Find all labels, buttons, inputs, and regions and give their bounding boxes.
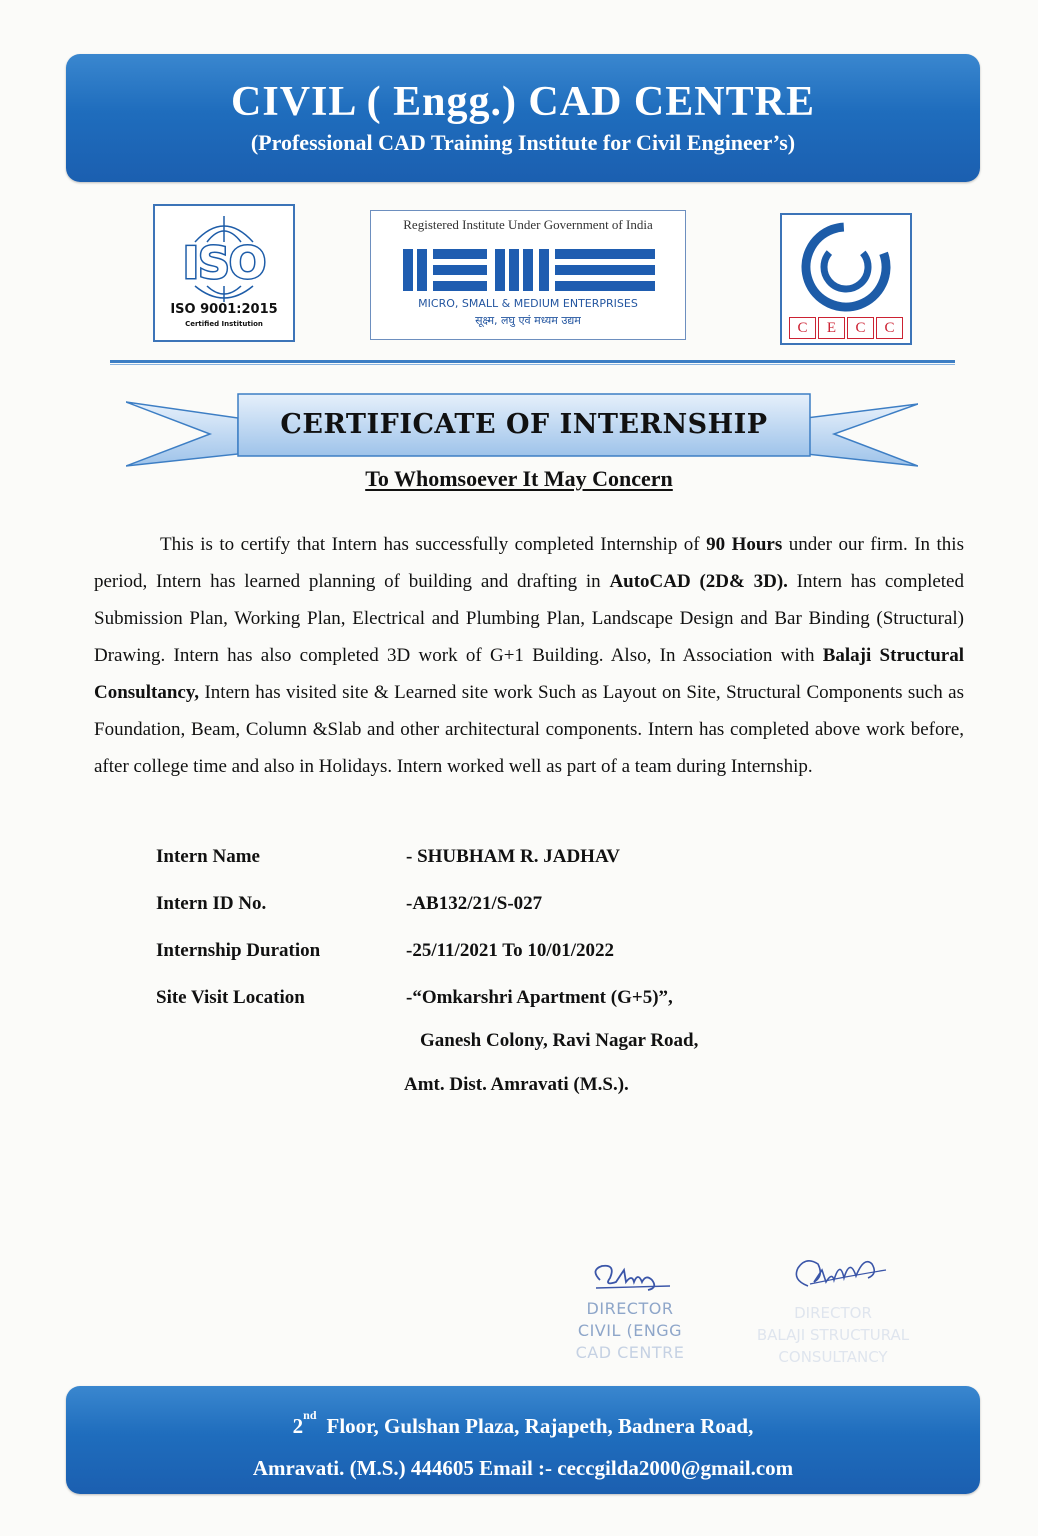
cecc-logo xyxy=(780,213,912,345)
cecc-letter: C xyxy=(847,317,874,339)
salutation-text: To Whomsoever It May Concern xyxy=(365,466,673,491)
floor-number: 2 xyxy=(292,1414,304,1438)
body-text: under our firm. In this period, Intern has learned planning of building and drafting in xyxy=(94,534,964,592)
divider xyxy=(110,360,955,363)
body-text: This is to certify that Intern has successfully completed Internship of xyxy=(160,534,707,555)
detail-value: -25/11/2021 To 10/01/2022 xyxy=(406,940,614,961)
detail-value: - SHUBHAM R. JADHAV xyxy=(406,846,620,867)
cecc-letter: E xyxy=(818,317,845,339)
certificate-title: CERTIFICATE OF INTERNSHIP xyxy=(280,409,768,440)
address-text: Ganesh Colony, Ravi Nagar Road, xyxy=(420,1030,699,1051)
body-text: Intern has visited site & Learned site work Such as Layout on Site, Structural Components such as Foundation, Beam, Column &Slab and other architectural components. Intern has completed above work before, after college time and also in Holidays. Intern worked well as part of a team during Internship. xyxy=(94,682,964,777)
stamp-line: CIVIL (ENGG xyxy=(577,1321,683,1340)
address-text: Amt. Dist. Amravati (M.S.). xyxy=(404,1074,629,1095)
certificate-body xyxy=(94,526,964,785)
iso-standard: ISO 9001:2015 xyxy=(170,302,278,317)
detail-value: -“Omkarshri Apartment (G+5)”, xyxy=(406,987,673,1008)
footer-contact: Amravati. (M.S.) 444605 Email :- ceccgilda2000@gmail.com xyxy=(252,1456,794,1480)
institute-title: CIVIL ( Engg.) CAD CENTRE xyxy=(231,79,815,125)
iso-mark: ISO xyxy=(182,238,266,289)
msme-english: MICRO, SMALL & MEDIUM ENTERPRISES xyxy=(418,297,638,310)
iso-logo xyxy=(153,204,295,342)
floor-suffix: nd xyxy=(303,1408,317,1422)
detail-value: -AB132/21/S-027 xyxy=(406,893,543,914)
detail-label: Internship Duration xyxy=(156,940,321,961)
footer-banner xyxy=(66,1386,980,1494)
stamp-line: DIRECTOR xyxy=(794,1304,872,1322)
iso-note: Certified Institution xyxy=(185,320,263,328)
footer-address xyxy=(66,1408,980,1439)
header-banner xyxy=(66,54,980,182)
msme-logo xyxy=(370,210,686,340)
stamp-line: CONSULTANCY xyxy=(778,1348,888,1366)
stamp-line: DIRECTOR xyxy=(586,1299,674,1318)
msme-hindi: सूक्ष्म, लघु एवं मध्यम उद्यम xyxy=(475,314,581,327)
detail-label: Site Visit Location xyxy=(156,987,305,1008)
consultancy-signature xyxy=(788,1250,898,1296)
address-text: Floor, Gulshan Plaza, Rajapeth, Badnera Road, xyxy=(326,1414,754,1438)
detail-label: Intern ID No. xyxy=(156,893,267,914)
salutation xyxy=(0,466,1038,492)
cecc-emblem-icon xyxy=(782,217,910,317)
body-text: Intern has completed Submission Plan, Working Plan, Electrical and Plumbing Plan, Landscape Design and Bar Binding (Structural) Drawing. Intern has also completed 3D work of G+1 Building. Also, In Association with xyxy=(94,571,964,666)
svg-text:MSME: MSME xyxy=(528,279,531,280)
hours-highlight: 90 Hours xyxy=(706,534,783,555)
cecc-letters xyxy=(788,317,904,339)
director-signature xyxy=(586,1260,686,1294)
stamp-line: CAD CENTRE xyxy=(575,1343,685,1362)
divider xyxy=(110,364,955,365)
cecc-letter: C xyxy=(789,317,816,339)
stamp-line: BALAJI STRUCTURAL xyxy=(756,1326,910,1344)
detail-label: Intern Name xyxy=(156,846,260,867)
consultancy-highlight: Balaji Structural Consultancy, xyxy=(94,645,964,703)
institute-subtitle: (Professional CAD Training Institute for Civil Engineer’s) xyxy=(250,130,796,155)
software-highlight: AutoCAD (2D& 3D). xyxy=(609,571,788,592)
consultancy-stamp xyxy=(728,1302,938,1368)
cecc-letter: C xyxy=(876,317,903,339)
msme-registered-text: Registered Institute Under Government of India xyxy=(403,217,653,232)
director-stamp xyxy=(560,1298,700,1364)
